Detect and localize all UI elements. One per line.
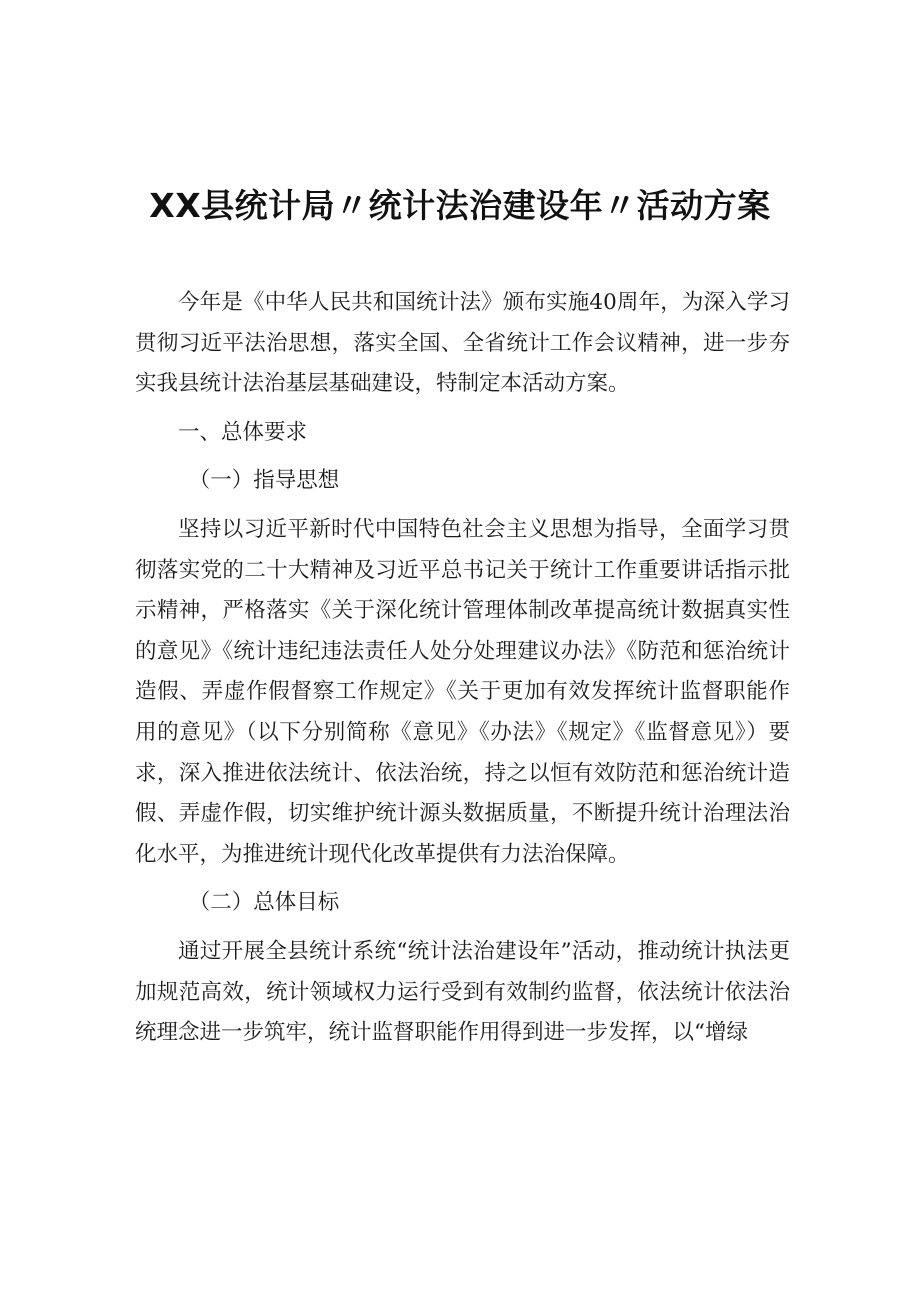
subsection-heading-overall-goals: （二）总体目标 (188, 890, 340, 916)
intro-paragraph: 今年是《中华人民共和国统计法》颁布实施40周年，为深入学习贯彻习近平法治思想，落实全国、全省统计工作会议精神，进一步夯实我县统计法治基层基础建设，特制定本活动方案。 (135, 290, 790, 397)
subsection-heading-guiding-ideology: （一）指导思想 (188, 468, 340, 494)
document-body (135, 283, 790, 1062)
overall-goals-paragraph: 通过开展全县统计系统“统计法治建设年”活动，推动统计执法更加规范高效，统计领域权力运行受到有效制约监督，依法统计依法治统理念进一步筑牢，统计监督职能作用得到进一步发挥，以“增绿 (135, 938, 790, 1046)
guiding-ideology-paragraph: 坚持以习近平新时代中国特色社会主义思想为指导，全面学习贯彻落实党的二十大精神及习近平总书记关于统计工作重要讲话指示批示精神，严格落实《关于深化统计管理体制改革提高统计数据真实性的意见》《统计违纪违法责任人处分处理建议办法》《防范和惩治统计造假、弄虚作假督察工作规定》《关于更加有效发挥统计监督职能作用的意见》（以下分别简称《意见》《办法》《规定》《监督意见》）要求，深入推进依法统计、依法治统，持之以恒有效防范和惩治统计造假、弄虚作假，切实维护统计源头数据质量，不断提升统计治理法治化水平，为推进统计现代化改革提供有力法治保障。 (135, 516, 790, 867)
section-heading-overall-requirements: 一、总体要求 (178, 419, 308, 445)
document-title: XX县统计局〃统计法治建设年〃活动方案 (149, 186, 771, 225)
